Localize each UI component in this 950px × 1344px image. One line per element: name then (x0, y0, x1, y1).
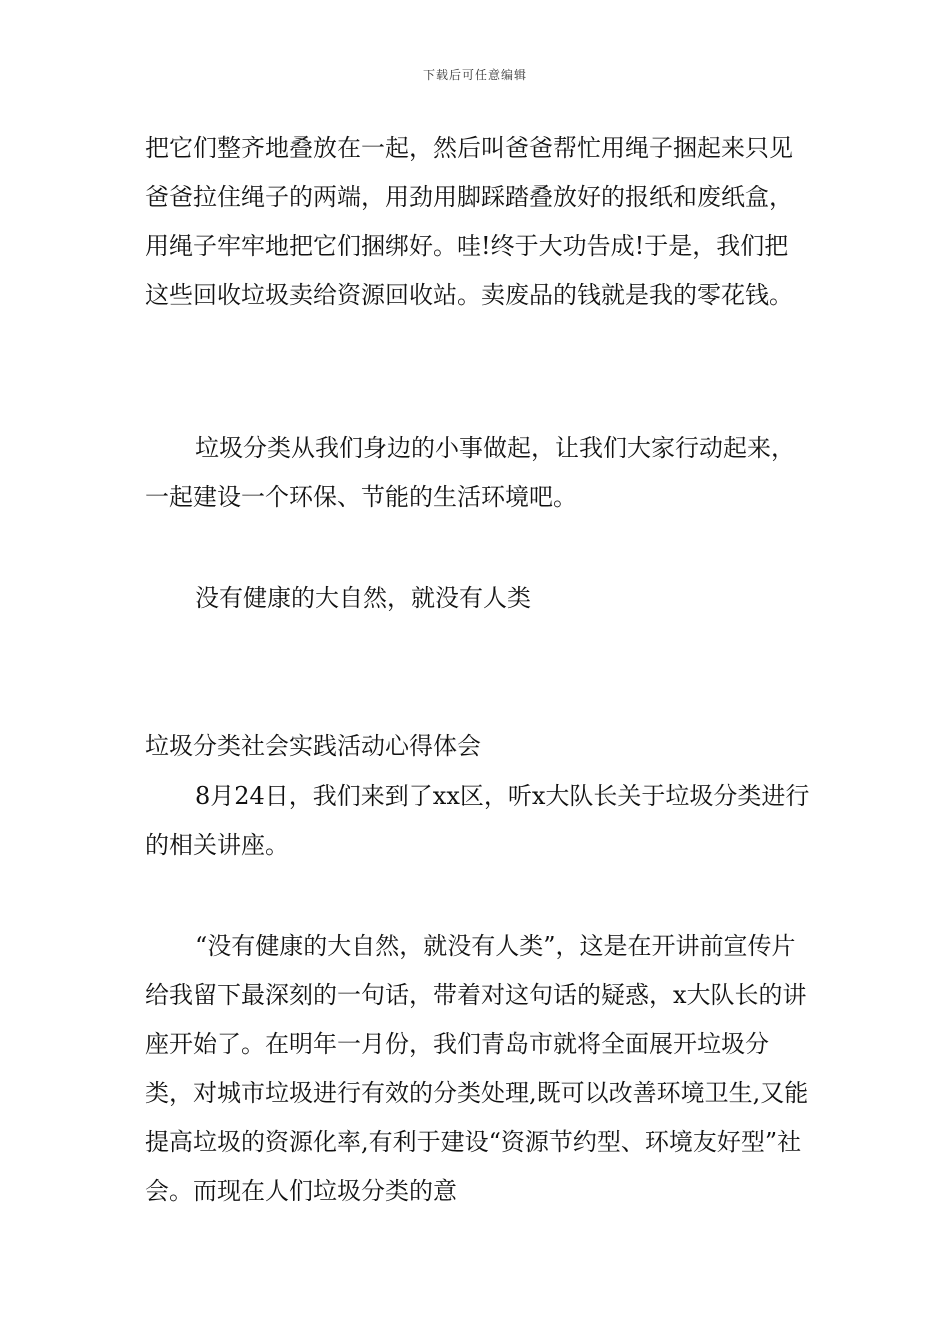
paragraph-5: “没有健康的大自然，就没有人类”，这是在开讲前宣传片给我留下最深刻的一句话，带着对这句话的疑惑，x大队长的讲座开始了。在明年一月份，我们青岛市就将全面展开垃圾分类，对城市垃圾进行有效的分类处理,既可以改善环境卫生,又能提高垃圾的资源化率,有利于建设“资源节约型、环境友好型”社会。而现在人们垃圾分类的意 (145, 932, 809, 1205)
paragraph-4: 8月24日，我们来到了xx区，听x大队长关于垃圾分类进行的相关讲座。 (145, 782, 810, 859)
page-header: 下载后可任意编辑 (422, 68, 527, 82)
section-title: 垃圾分类社会实践活动心得体会 (145, 732, 481, 760)
paragraph-1: 把它们整齐地叠放在一起，然后叫爸爸帮忙用绳子捆起来只见爸爸拉住绳子的两端，用劲用脚踩踏叠放好的报纸和废纸盒，用绳子牢牢地把它们捆绑好。哇!终于大功告成!于是，我们把这些回收垃圾卖给资源回收站。卖废品的钱就是我的零花钱。 (145, 134, 793, 309)
paragraph-3: 没有健康的大自然，就没有人类 (195, 584, 531, 612)
paragraph-2: 垃圾分类从我们身边的小事做起，让我们大家行动起来，一起建设一个环保、节能的生活环境吧。 (145, 434, 795, 511)
